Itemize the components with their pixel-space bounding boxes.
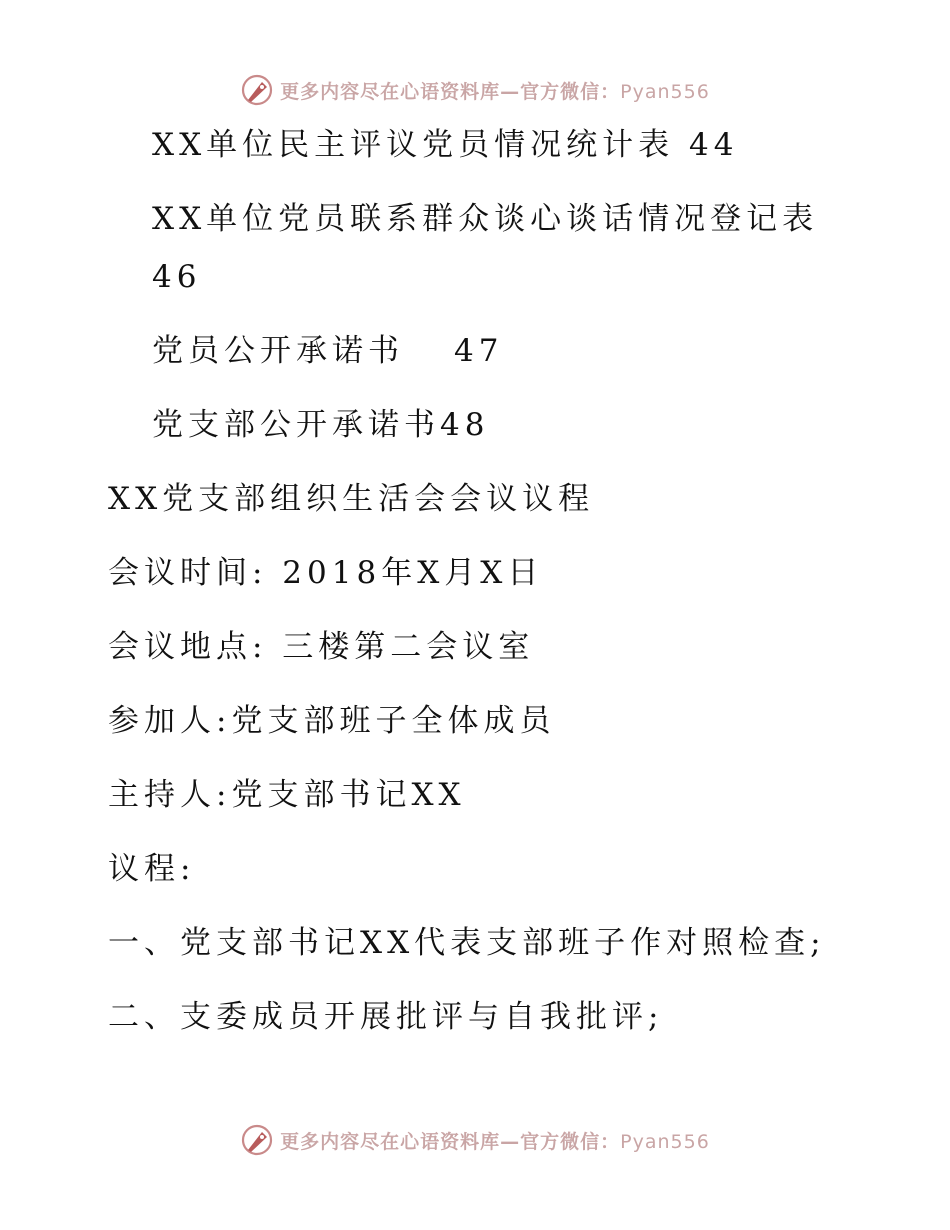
toc-item-3 [152, 334, 503, 368]
toc-item-2-page-line [152, 260, 201, 294]
toc-title: XX单位民主评议党员情况统计表 [152, 127, 675, 163]
pen-nib-logo-icon [240, 1123, 274, 1157]
meeting-location: 会议地点: 三楼第二会议室 [108, 629, 535, 665]
meeting-time: 会议时间: 2018年X月X日 [108, 555, 544, 591]
watermark-banner-top [0, 70, 950, 110]
toc-title: 党支部公开承诺书 [152, 407, 440, 443]
agenda-items-label: 议程: [108, 851, 196, 887]
toc-page: 46 [152, 259, 202, 295]
toc-page: 44 [689, 127, 739, 163]
meeting-host: 主持人:党支部书记XX [108, 777, 466, 813]
pen-nib-logo-icon [240, 73, 274, 107]
toc-title: XX单位党员联系群众谈心谈话情况登记表 [152, 201, 819, 237]
agenda-heading: XX党支部组织生活会会议议程 [108, 481, 595, 517]
toc-item-1 [152, 128, 738, 162]
meeting-participants: 参加人:党支部班子全体成员 [108, 703, 556, 739]
watermark-text: 更多内容尽在心语资料库—官方微信：Pyan556 [280, 1130, 710, 1153]
watermark-text: 更多内容尽在心语资料库—官方微信：Pyan556 [280, 80, 710, 103]
watermark-banner-bottom [0, 1120, 950, 1160]
toc-page: 47 [454, 333, 504, 369]
toc-page: 48 [440, 407, 490, 443]
toc-title: 党员公开承诺书 [152, 333, 404, 369]
toc-item-4 [152, 408, 489, 442]
agenda-item-2: 二、支委成员开展批评与自我批评; [108, 999, 664, 1035]
toc-item-2 [152, 202, 818, 236]
agenda-item-1: 一、党支部书记XX代表支部班子作对照检查; [108, 925, 826, 961]
